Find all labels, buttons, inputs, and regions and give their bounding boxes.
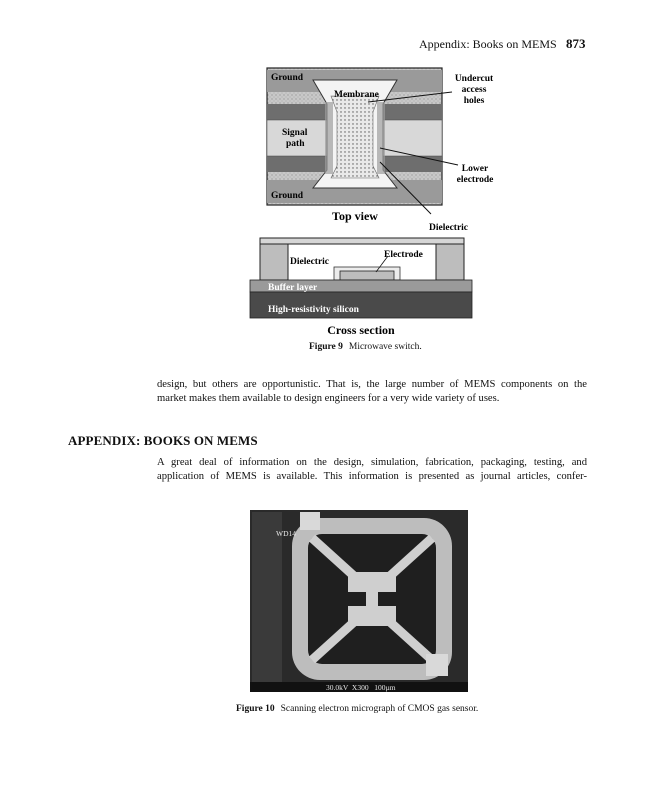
paragraph-line: A great deal of information on the design, simulation, fabrication, packaging, testing, and — [157, 457, 587, 468]
label-dielectric: Dielectric — [290, 257, 330, 267]
callout-lower: Lower — [461, 164, 489, 174]
anchor-post-left — [260, 244, 288, 280]
paragraph-line: market makes them available to design engineers for a very wide variety of uses. — [157, 393, 500, 404]
membrane-hole-array — [331, 96, 379, 178]
paragraph-line: application of MEMS is available. This information is presented as journal articles, confer- — [157, 471, 587, 482]
label-ground-top: Ground — [271, 73, 304, 83]
label-path: path — [286, 139, 305, 149]
cross-section-title: Cross section — [327, 323, 395, 337]
running-header-title: Appendix: Books on MEMS — [419, 37, 557, 51]
bond-pad-bottom — [426, 654, 448, 676]
figure-9-caption — [309, 342, 422, 352]
figure-9-caption-label: Figure 9 — [309, 342, 343, 352]
signal-pad-left — [267, 120, 329, 156]
sem-wd-label: WD14 — [276, 529, 296, 538]
sem-scale-text: 30.0kV X300 100µm — [326, 683, 396, 692]
membrane-shadow-left — [325, 102, 333, 174]
figure-10-caption — [236, 704, 478, 714]
paragraph-line: design, but others are opportunistic. That is, the large number of MEMS components on the — [157, 379, 587, 390]
callout-holes: holes — [463, 96, 485, 106]
top-view-title: Top view — [332, 209, 378, 223]
label-substrate: High-resistivity silicon — [268, 305, 359, 315]
membrane-beam — [260, 238, 464, 244]
heater-bridge — [366, 590, 378, 608]
callout-electrode: electrode — [456, 175, 494, 185]
heater-plate-top — [348, 572, 396, 592]
anchor-post-right — [436, 244, 464, 280]
callout-dielectric: Dielectric — [429, 223, 469, 233]
section-heading: APPENDIX: BOOKS ON MEMS — [68, 433, 258, 448]
figure-10-micrograph — [250, 510, 468, 692]
figure-9-top-view — [255, 62, 515, 234]
callout-undercut: Undercut — [454, 74, 494, 84]
figure-9-cross-section — [248, 234, 478, 344]
bond-pad-top — [300, 512, 320, 530]
label-ground-bottom: Ground — [271, 191, 304, 201]
figure-10-caption-label: Figure 10 — [236, 704, 275, 714]
heater-plate-bottom — [348, 606, 396, 626]
label-membrane: Membrane — [334, 90, 379, 100]
callout-access: access — [461, 85, 487, 95]
label-electrode: Electrode — [384, 250, 423, 260]
page-number: 873 — [566, 36, 586, 51]
figure-10-caption-text: Scanning electron micrograph of CMOS gas sensor. — [280, 704, 479, 714]
lower-electrode — [340, 271, 394, 280]
label-signal: Signal — [282, 128, 308, 138]
label-buffer-layer: Buffer layer — [268, 283, 318, 293]
figure-9-caption-text: Microwave switch. — [348, 342, 422, 352]
